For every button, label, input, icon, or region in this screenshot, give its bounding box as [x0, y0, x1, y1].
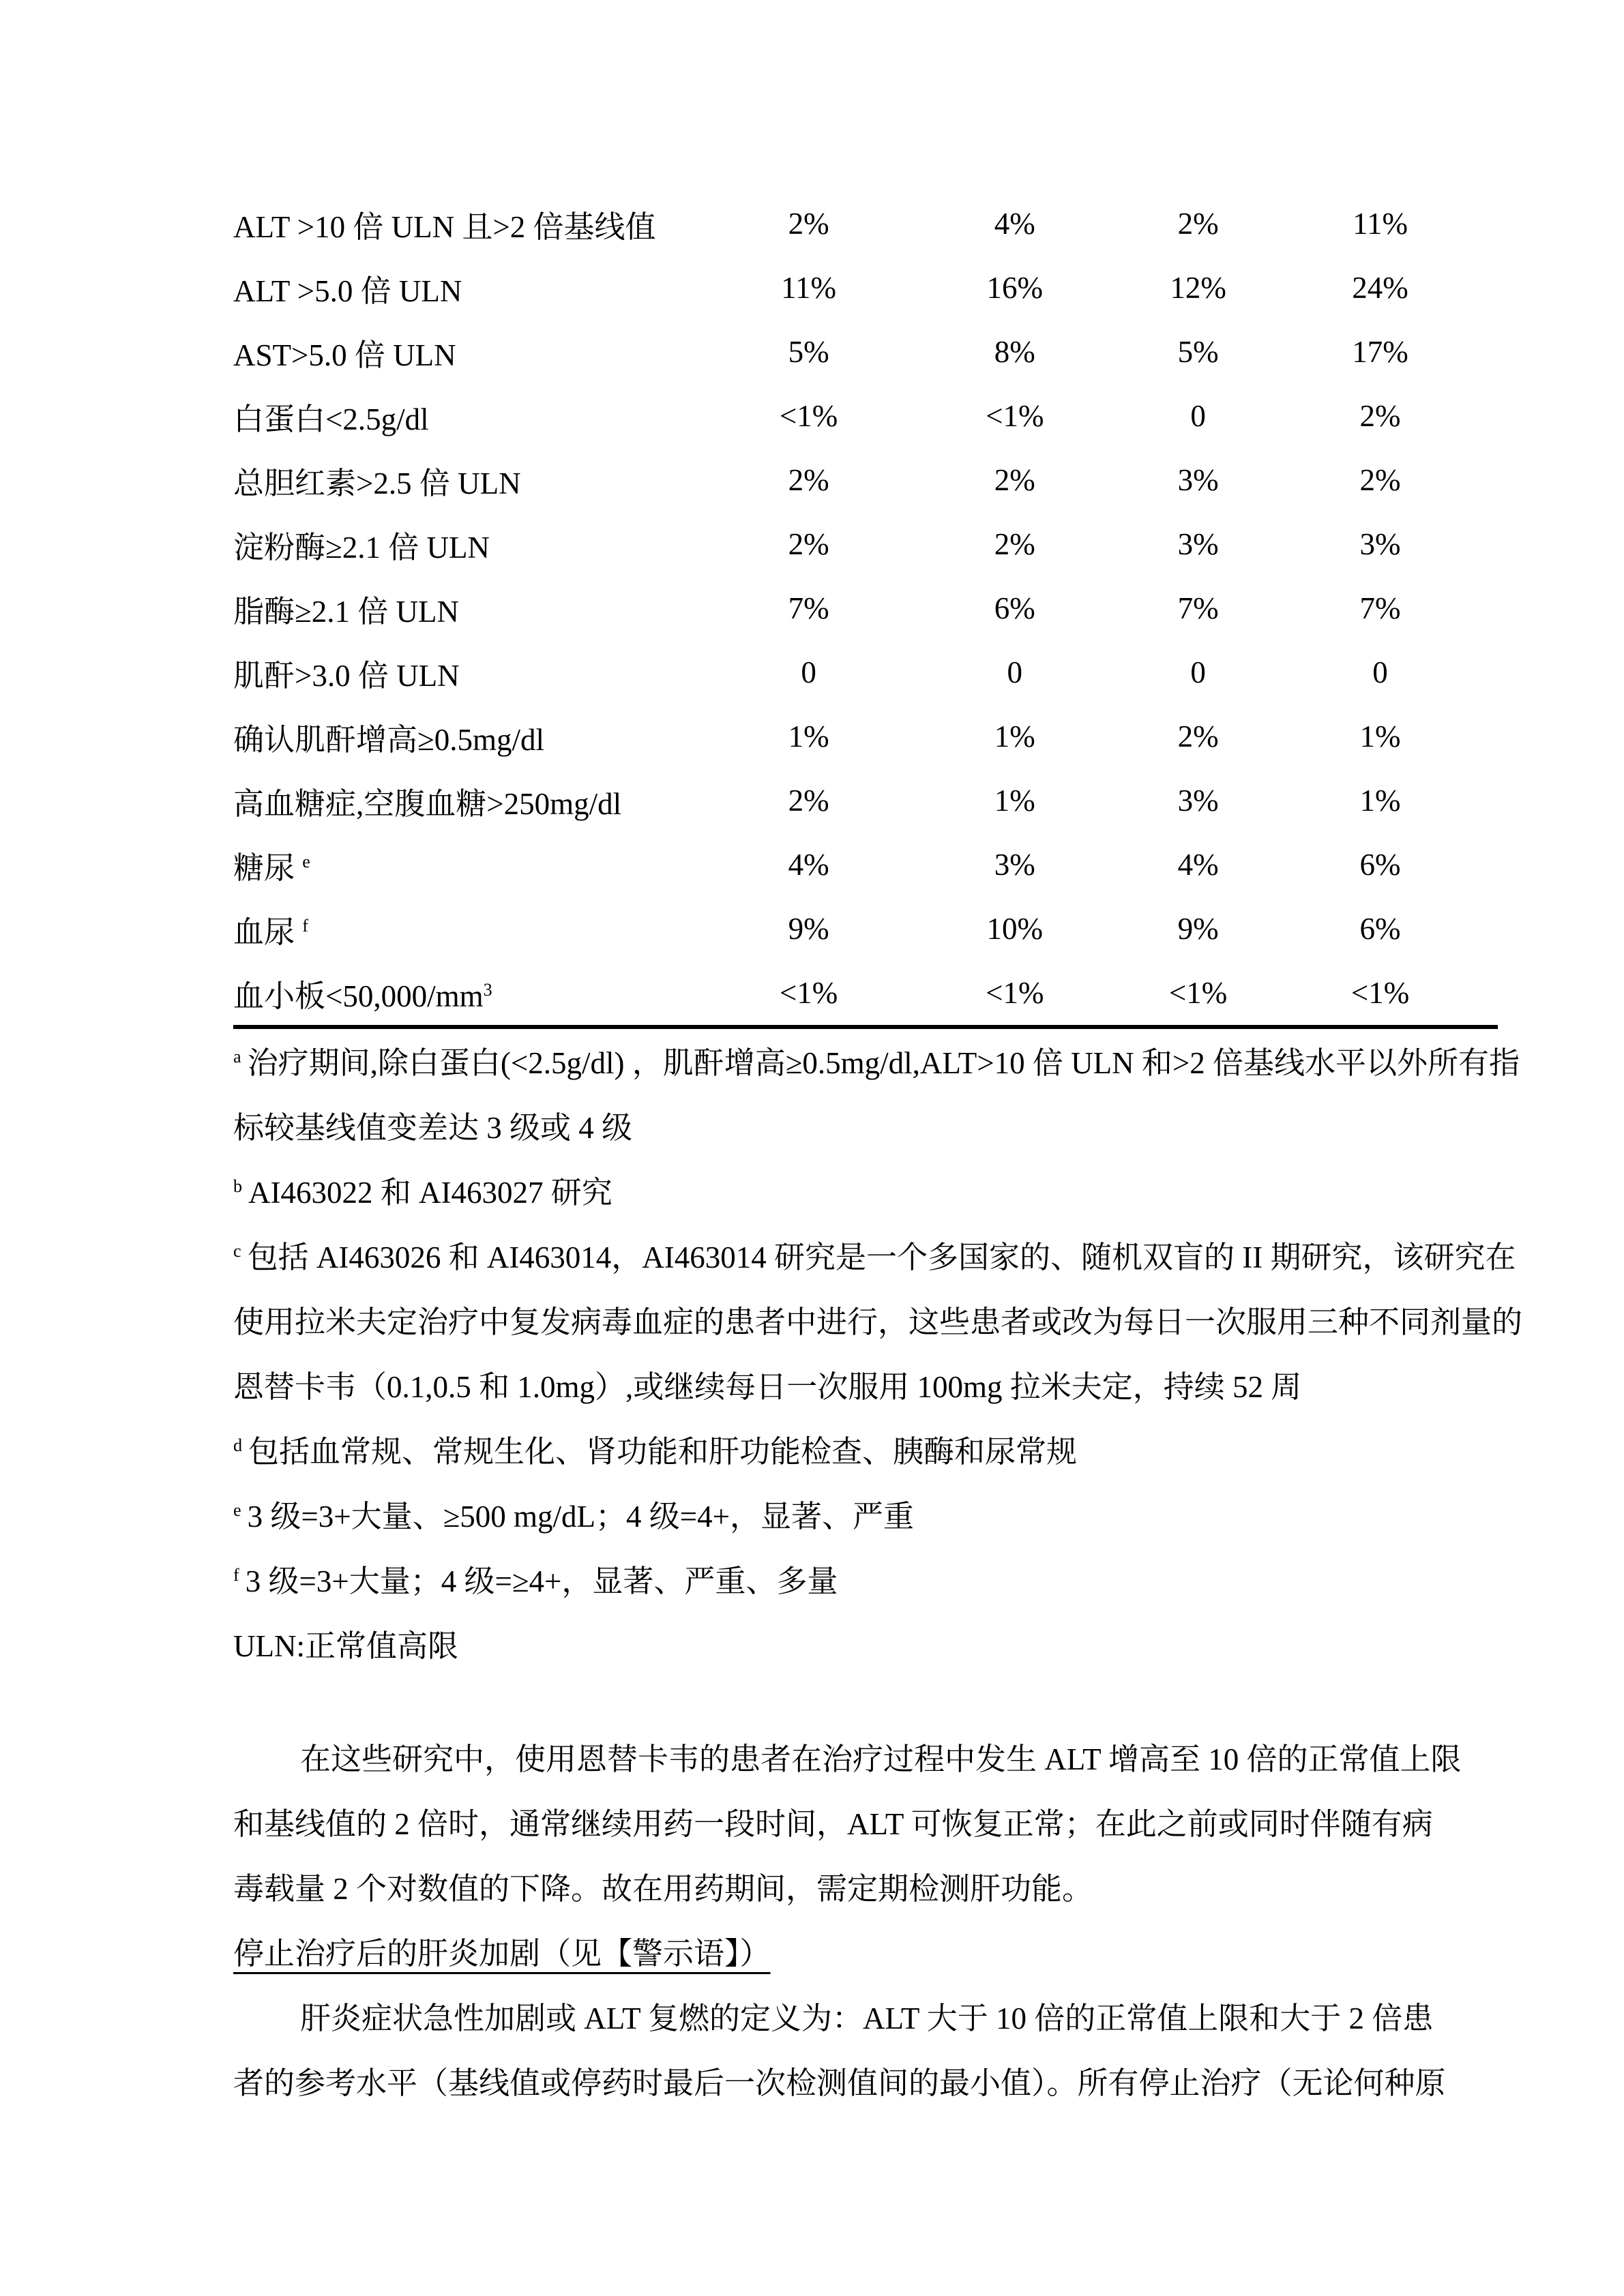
row-value: 0 [1190, 399, 1206, 433]
body-line-text: 者的参考水平（基线值或停药时最后一次检测值间的最小值）。所有停止治疗（无论何种原 [233, 2066, 1446, 2100]
row-value: 3% [1359, 527, 1401, 561]
row-label-superscript: f [302, 915, 308, 936]
row-value: 7% [1359, 591, 1401, 625]
footnote-text: 恩替卡韦（0.1,0.5 和 1.0mg）,或继续每日一次服用 100mg 拉米夫定，持续 52 周 [233, 1370, 1302, 1404]
body-line-text: 毒载量 2 个对数值的下降。故在用药期间，需定期检测肝功能。 [233, 1872, 1093, 1906]
row-value: 10% [986, 912, 1043, 946]
row-value: 5% [1177, 335, 1219, 369]
row-label [233, 458, 722, 503]
row-value: 2% [1177, 719, 1219, 754]
row-value: 2% [788, 207, 829, 241]
row-value: 0 [1372, 655, 1388, 689]
row-value: 1% [994, 719, 1035, 754]
row-label [233, 971, 722, 1015]
footnote-text: 3 级=3+大量；4 级=≥4+，显著、严重、多量 [245, 1564, 838, 1598]
row-value: 16% [986, 271, 1043, 305]
row-label [233, 843, 722, 887]
row-label-text: 总胆红素>2.5 倍 ULN [233, 466, 521, 501]
table-row [233, 320, 1498, 384]
body-line-text: 停止治疗后的肝炎加剧（见【警示语】） [233, 1937, 771, 1971]
row-label-text: 肌酐>3.0 倍 ULN [233, 658, 460, 693]
footnote-line [233, 1096, 1454, 1161]
row-value: 11% [781, 271, 836, 305]
row-value: <1% [779, 399, 838, 433]
footnote-marker: d [233, 1435, 243, 1455]
footnote-line [233, 1225, 1516, 1290]
row-label-text: 确认肌酐增高≥0.5mg/dl [233, 722, 544, 757]
footnote-marker: f [233, 1565, 239, 1585]
row-label-text: 血尿 [233, 914, 303, 949]
row-label-text: 血小板<50,000/mm [233, 979, 484, 1013]
footnote-marker: c [233, 1241, 241, 1261]
table-row [233, 833, 1498, 897]
row-value: 6% [1359, 912, 1401, 946]
footnote-text: ULN:正常值高限 [233, 1629, 458, 1663]
row-value: 1% [788, 719, 829, 754]
row-value: 12% [1170, 271, 1226, 305]
row-value: 11% [1353, 207, 1408, 241]
table-row [233, 769, 1498, 833]
footnote-line [233, 1614, 1454, 1679]
row-label-text: 高血糖症,空腹血糖>250mg/dl [233, 786, 622, 821]
row-label [233, 202, 722, 246]
row-value: 4% [1177, 848, 1219, 882]
footnote-line [233, 1485, 1454, 1549]
row-label-text: AST>5.0 倍 ULN [233, 338, 456, 372]
row-value: 5% [788, 335, 829, 369]
row-value: 3% [994, 848, 1035, 882]
body-line [233, 2051, 1454, 2116]
row-value: 6% [994, 591, 1035, 625]
row-value: 0 [1190, 655, 1206, 689]
row-label [233, 907, 722, 951]
footnote-text: 包括血常规、常规生化、肾功能和肝功能检查、胰酶和尿常规 [248, 1435, 1078, 1469]
table-row [233, 961, 1498, 1025]
row-value: 3% [1177, 463, 1219, 497]
row-label [233, 330, 722, 374]
body-line [233, 1857, 1454, 1922]
row-label-text: 淀粉酶≥2.1 倍 ULN [233, 530, 490, 565]
row-value: 3% [1177, 784, 1219, 818]
row-value: 1% [1359, 784, 1401, 818]
table-row [233, 256, 1498, 320]
row-value: 1% [1359, 719, 1401, 754]
row-value: 9% [1177, 912, 1219, 946]
table-row [233, 192, 1498, 256]
footnote-marker: b [233, 1176, 243, 1196]
row-value: 2% [788, 463, 829, 497]
row-label [233, 586, 722, 631]
footnote-text: 标较基线值变差达 3 级或 4 级 [233, 1111, 633, 1145]
row-value: 0 [801, 655, 816, 689]
row-value: 1% [994, 784, 1035, 818]
row-label-text: 白蛋白<2.5g/dl [233, 402, 429, 436]
row-label [233, 522, 722, 567]
row-value: 3% [1177, 527, 1219, 561]
row-value: 4% [788, 848, 829, 882]
footnote-text: 包括 AI463026 和 AI463014，AI463014 研究是一个多国家的、随机双盲的 II 期研究，该研究在 [247, 1240, 1516, 1274]
row-value: 8% [994, 335, 1035, 369]
footnote-line [233, 1161, 1454, 1225]
body-line-text: 和基线值的 2 倍时，通常继续用药一段时间，ALT 可恢复正常；在此之前或同时伴随有病 [233, 1807, 1433, 1841]
footnote-marker: e [233, 1500, 241, 1520]
row-label-superscript: e [302, 851, 310, 871]
row-value: 2% [994, 463, 1035, 497]
table-row [233, 897, 1498, 961]
body-paragraphs [233, 1727, 1462, 2116]
footnote-line [233, 1290, 1523, 1355]
row-value: 2% [1359, 463, 1401, 497]
table-footnotes [233, 1031, 1523, 1679]
row-label-text: 糖尿 [233, 850, 303, 885]
body-line-text: 在这些研究中，使用恩替卡韦的患者在治疗过程中发生 ALT 增高至 10 倍的正常值上限 [300, 1742, 1462, 1776]
footnote-line [233, 1031, 1520, 1096]
row-label-text: 脂酶≥2.1 倍 ULN [233, 594, 459, 629]
row-value: 6% [1359, 848, 1401, 882]
row-value: <1% [986, 399, 1044, 433]
footnote-marker: a [233, 1047, 241, 1067]
row-label [233, 394, 722, 438]
row-value: 7% [788, 591, 829, 625]
table-row [233, 512, 1498, 576]
row-value: <1% [1168, 976, 1228, 1010]
row-label-superscript: 3 [483, 979, 492, 1000]
section-heading [233, 1922, 1454, 1986]
footnote-text: 使用拉米夫定治疗中复发病毒血症的患者中进行，这些患者或改为每日一次服用三种不同剂量的 [233, 1305, 1523, 1339]
row-label [233, 779, 722, 823]
row-value: <1% [1350, 976, 1410, 1010]
row-value: <1% [779, 976, 838, 1010]
table-row [233, 704, 1498, 769]
table-row [233, 448, 1498, 512]
row-value: 7% [1177, 591, 1219, 625]
footnote-line [233, 1355, 1454, 1420]
body-line [233, 1792, 1454, 1857]
row-value: 2% [788, 527, 829, 561]
body-line [233, 1986, 1454, 2051]
footnote-text: 治疗期间,除白蛋白(<2.5g/dl) ，肌酐增高≥0.5mg/dl,ALT>10 倍 ULN 和>2 倍基线水平以外所有指 [247, 1046, 1520, 1080]
row-value: 2% [1177, 207, 1219, 241]
body-line [233, 1727, 1462, 1792]
lab-abnormalities-table [233, 192, 1498, 1029]
row-value: 2% [1359, 399, 1401, 433]
row-label [233, 266, 722, 310]
row-value: <1% [986, 976, 1044, 1010]
row-label [233, 715, 722, 759]
row-value: 0 [1007, 655, 1022, 689]
table-row [233, 576, 1498, 640]
body-line-text: 肝炎症状急性加剧或 ALT 复燃的定义为：ALT 大于 10 倍的正常值上限和大于 2 倍患 [300, 2001, 1434, 2036]
row-value: 2% [994, 527, 1035, 561]
footnote-line [233, 1549, 1454, 1614]
row-value: 24% [1352, 271, 1408, 305]
row-value: 9% [788, 912, 829, 946]
row-label [233, 651, 722, 695]
row-value: 2% [788, 784, 829, 818]
row-label-text: ALT >10 倍 ULN 且>2 倍基线值 [233, 209, 656, 244]
footnote-text: 3 级=3+大量、≥500 mg/dL；4 级=4+，显著、严重 [247, 1500, 915, 1534]
row-label-text: ALT >5.0 倍 ULN [233, 273, 462, 308]
footnote-text: AI463022 和 AI463027 研究 [248, 1176, 612, 1210]
table-row [233, 640, 1498, 704]
row-value: 4% [994, 207, 1035, 241]
table-row [233, 384, 1498, 448]
row-value: 17% [1352, 335, 1408, 369]
footnote-line [233, 1420, 1454, 1485]
